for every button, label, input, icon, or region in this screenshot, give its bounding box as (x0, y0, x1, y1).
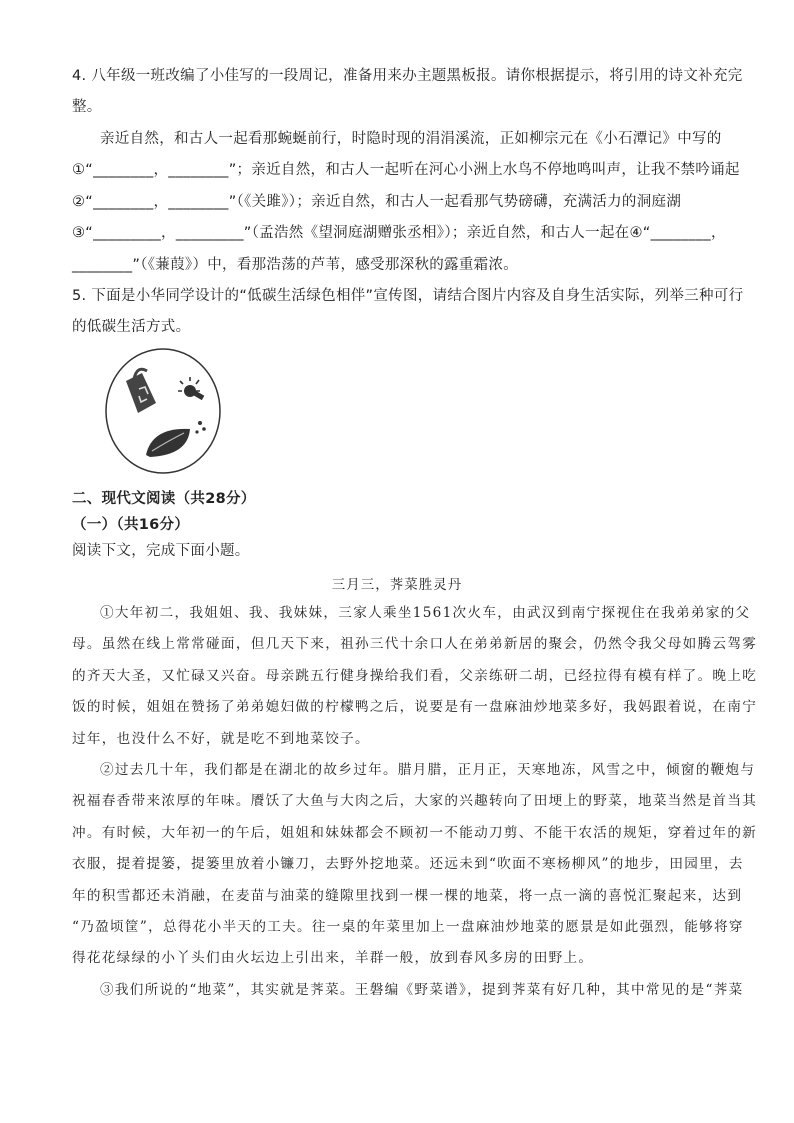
question-4-line: 亲近自然，和古人一起看那蜿蜒前行，时隐时现的涓涓溪流，正如柳宗元在《小石潭记》中写的 (100, 131, 722, 147)
article-line: 过年，也没什么不好，就是吃不到地菜饺子。 (72, 731, 370, 747)
subsection-heading: （一）（共16分） (72, 517, 190, 533)
article-line: 祝福春香带来浓厚的年味。餍饫了大鱼与大肉之后，大家的兴趣转向了田埂上的野菜，地菜当然是首当其 (72, 793, 758, 809)
low-carbon-poster-image (104, 347, 222, 475)
article-line: “乃盈顷筐”，总得花小半天的工夫。往一桌的年菜里加上一盘麻油炒地菜的愿景是如此强烈，能够将穿 (72, 919, 744, 935)
article-line: 的齐天大圣，又忙碌又兴奋。母亲跳五行健身操给我们看，父亲练研二胡，已经拉得有模有样了。晚上吃 (72, 668, 758, 684)
article-line: 年的积雪都还未消融，在麦苗与油菜的缝隙里找到一棵一棵的地菜，将一点一滴的喜悦汇聚起来，达到 (72, 888, 743, 904)
section-heading: 二、现代文阅读（共28分） (72, 491, 256, 507)
article-line: 得花花绿绿的小丫头们由火坛边上引出来，羊群一般，放到春风多房的田野上。 (72, 950, 594, 966)
article-line: ③我们所说的“地菜”，其实就是荠菜。王磐编《野菜谱》，提到荠菜有好几种，其中常见的是“荠菜 (100, 982, 744, 998)
article-line: 冲。有时候，大年初一的午后，姐姐和妹妹都会不顾初一不能动刀剪、不能干农活的规矩，穿着过年的新 (72, 825, 758, 841)
question-4-line: ________”（《蒹葭》）中，看那浩荡的芦苇，感受那深秋的露重霜浓。 (72, 257, 519, 273)
article-line: 母。虽然在线上常常碰面，但几天下来，祖孙三代十余口人在弟弟新居的聚会，仍然令我父母如腾云驾雾 (72, 636, 758, 652)
question-5-line: 5. 下面是小华同学设计的“低碳生活绿色相伴”宣传图，请结合图片内容及自身生活实际，列举三种可行 (72, 288, 744, 304)
question-4-line: ②“________，________”（《关雎》）；亲近自然，和古人一起看那气势磅礴，充满活力的洞庭湖 (72, 194, 682, 210)
question-4-line: 4. 八年级一班改编了小佳写的一段周记，准备用来办主题黑板报。请你根据提示，将引用的诗文补充完 (72, 68, 743, 84)
question-4-line: 整。 (72, 99, 102, 115)
article-line: 衣服，提着提篓，提篓里放着小镰刀，去野外挖地菜。还远未到“吹面不寒杨柳风”的地步，田园里，去 (72, 856, 744, 872)
article-line: 饭的时候，姐姐在赞扬了弟弟媳妇做的柠檬鸭之后，说要是有一盘麻油炒地菜多好，我妈跟着说，在南宁 (72, 699, 758, 715)
question-5-line: 的低碳生活方式。 (72, 319, 191, 335)
reading-instruction: 阅读下文，完成下面小题。 (72, 543, 250, 559)
question-4-line: ③“_________，_________”（孟浩然《望洞庭湖赠张丞相》）；亲近自然，和古人一起在④“________， (72, 225, 726, 241)
question-4-line: ①“________，________”；亲近自然，和古人一起听在河心小洲上水鸟不停地鸣叫声，让我不禁吟诵起 (72, 162, 740, 178)
article-title: 三月三，荠菜胜灵丹 (331, 577, 463, 593)
article-line: ②过去几十年，我们都是在湖北的故乡过年。腊月腊，正月正，天寒地冻，风雪之中，倾窗的鞭炮与 (100, 762, 756, 778)
article-line: ①大年初二，我姐姐、我、我妹妹，三家人乘坐1561次火车，由武汉到南宁探视住在我弟弟家的父 (100, 605, 751, 621)
